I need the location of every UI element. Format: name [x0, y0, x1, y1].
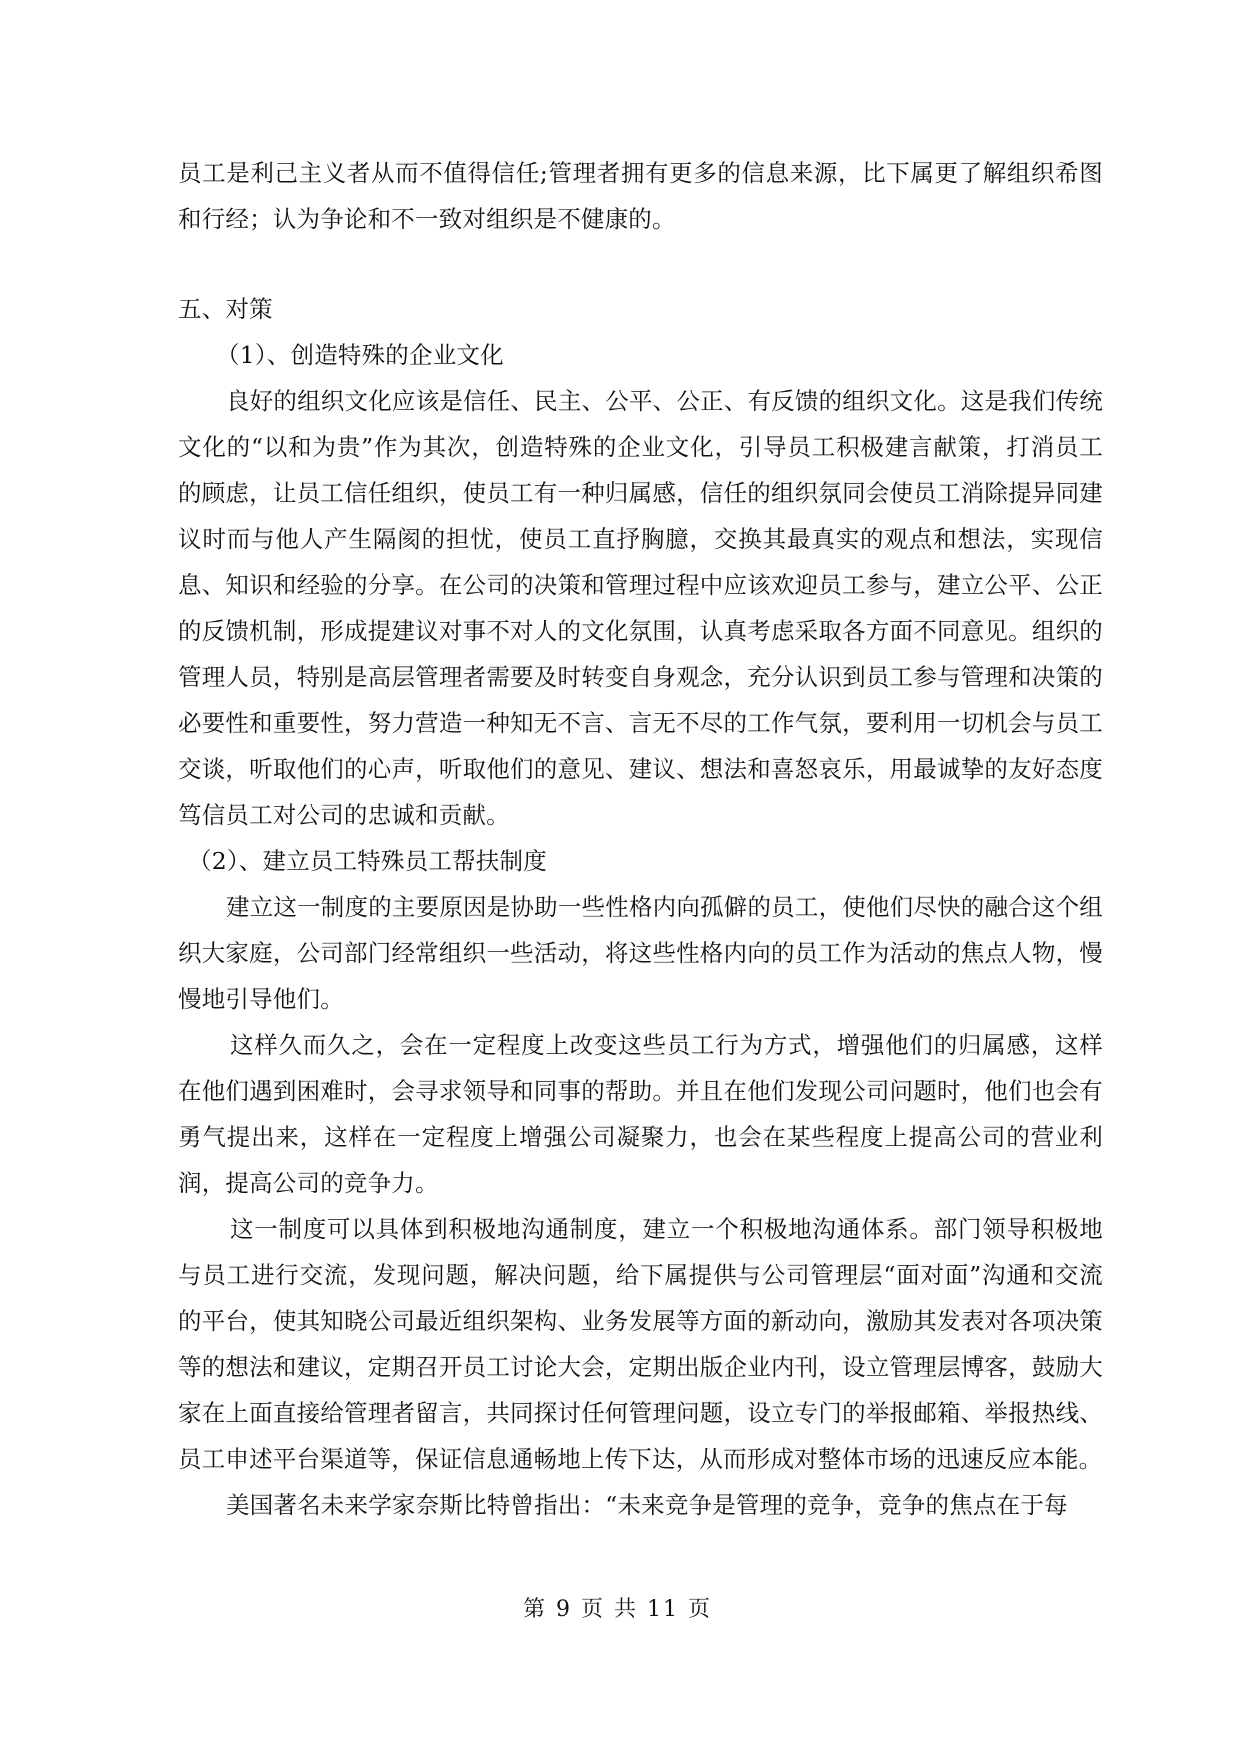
closing-paragraph: 美国著名未来学家奈斯比特曾指出：“未来竞争是管理的竞争，竞争的焦点在于每	[226, 1491, 1068, 1519]
subsection2-paragraph3: 这一制度可以具体到积极地沟通制度，建立一个积极地沟通体系。部门领导积极地与员工进行交流，发现问题，解决问题，给下属提供与公司管理层“面对面”沟通和交流的平台，使其知晓公司最近组织架构、业务发展等方面的新动向，激励其发表对各项决策等的想法和建议，定期召开员工讨论大会，定期出版企业内刊，设立管理层博客，鼓励大家在上面直接给管理者留言，共同探讨任何管理问题，设立专门的举报邮箱、举报热线、员工申述平台渠道等，保证信息通畅地上传下达，从而形成对整体市场的迅速反应本能。	[178, 1215, 1103, 1473]
page-number-footer: 第 9 页 共 11 页	[523, 1597, 712, 1622]
subsection2-title: （2）、建立员工特殊员工帮扶制度	[188, 847, 547, 875]
subsection1-paragraph: 良好的组织文化应该是信任、民主、公平、公正、有反馈的组织文化。这是我们传统文化的“以和为贵”作为其次，创造特殊的企业文化，引导员工积极建言献策，打消员工的顾虑，让员工信任组织，使员工有一种归属感，信任的组织氛同会使员工消除提异同建议时而与他人产生隔阂的担忧，使员工直抒胸臆，交换其最真实的观点和想法，实现信息、知识和经验的分享。在公司的决策和管理过程中应该欢迎员工参与，建立公平、公正的反馈机制，形成提建议对事不对人的文化氛围，认真考虑采取各方面不同意见。组织的管理人员，特别是高层管理者需要及时转变自身观念，充分认识到员工参与管理和决策的必要性和重要性，努力营造一种知无不言、言无不尽的工作气氛，要利用一切机会与员工交谈，听取他们的心声，听取他们的意见、建议、想法和喜怒哀乐，用最诚挚的友好态度笃信员工对公司的忠诚和贡献。	[178, 387, 1103, 829]
opening-paragraph: 员工是利己主义者从而不值得信任;管理者拥有更多的信息来源，比下属更了解组织希图和行经；认为争论和不一致对组织是不健康的。	[178, 159, 1103, 233]
document-body	[178, 150, 1103, 1528]
section-heading: 五、对策	[178, 295, 273, 323]
spacer	[178, 242, 1103, 286]
subsection2-paragraph2: 这样久而久之，会在一定程度上改变这些员工行为方式，增强他们的归属感，这样在他们遇到困难时，会寻求领导和同事的帮助。并且在他们发现公司问题时，他们也会有勇气提出来，这样在一定程度上增强公司凝聚力，也会在某些程度上提高公司的营业利润，提高公司的竞争力。	[178, 1031, 1103, 1197]
subsection1-title: （1）、创造特殊的企业文化	[216, 341, 504, 369]
subsection2-paragraph1: 建立这一制度的主要原因是协助一些性格内向孤僻的员工，使他们尽快的融合这个组织大家庭，公司部门经常组织一些活动，将这些性格内向的员工作为活动的焦点人物，慢慢地引导他们。	[178, 893, 1103, 1013]
